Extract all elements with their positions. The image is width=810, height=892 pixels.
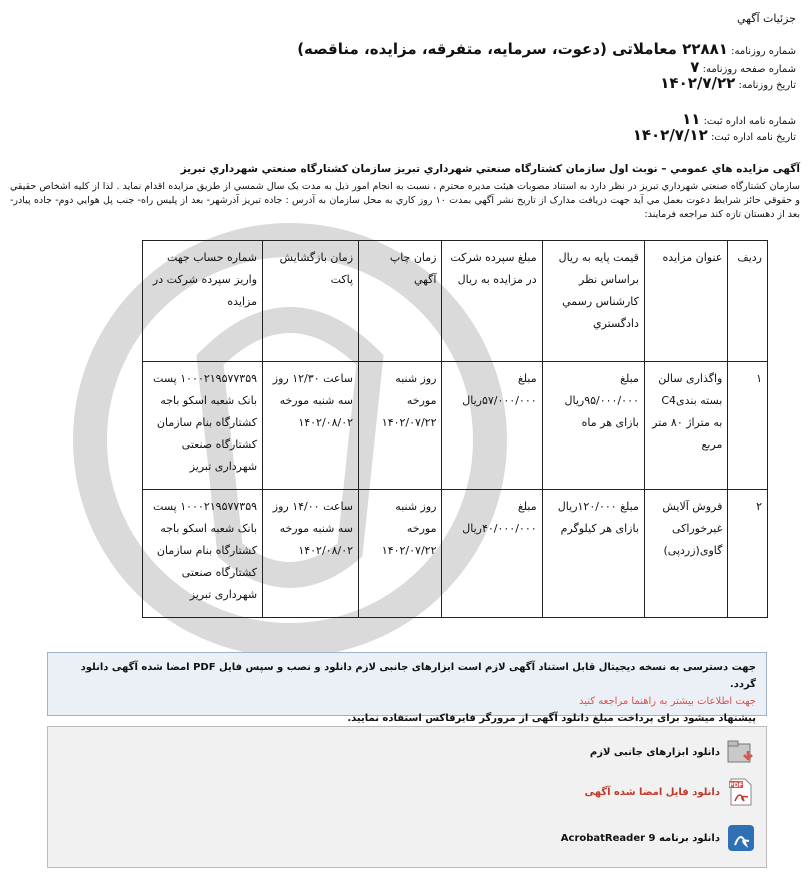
info-box	[47, 652, 767, 724]
download-tools-link[interactable]	[590, 737, 756, 767]
download-tools-label: دانلود ابزارهای جانبی لازم	[589, 746, 720, 758]
table-cell: مبلغ ۹۵/۰۰۰/۰۰۰ریال بازای هر ماه	[542, 362, 644, 490]
registry-letter-value: ۱۱	[682, 110, 701, 128]
newspaper-number-label: شماره روزنامه:	[731, 46, 796, 57]
page-title: جزئيات آگهي	[737, 12, 796, 25]
col-header-account: شماره حساب جهت واريز سپرده شرکت در مزايده	[143, 241, 263, 362]
registry-date-label: تاريخ نامه اداره ثبت:	[710, 132, 796, 143]
registry-date-value: ۱۴۰۲/۷/۱۲	[632, 126, 708, 144]
download-acrobat-label: دانلود برنامه AcrobatReader 9	[560, 832, 720, 844]
folder-download-icon	[726, 737, 756, 767]
registry-date	[633, 126, 796, 144]
col-header-row-number: رديف	[728, 241, 768, 362]
table-row	[143, 490, 768, 618]
table-cell: روز شنبه مورخه ۱۴۰۲/۰۷/۲۲	[359, 490, 442, 618]
table-cell: واگذاری سالن بسته بندیC4 به متراژ ۸۰ متر مربع	[644, 362, 727, 490]
help-link[interactable]: جهت اطلاعات بيشتر به راهنما مراجعه کنيد	[578, 696, 756, 707]
col-header-title: عنوان مزايده	[644, 241, 727, 362]
col-header-opening-time: زمان بازگشايش پاکت	[263, 241, 359, 362]
newspaper-number-value: ۲۲۸۸۱ معاملاتی (دعوت، سرمایه، متفرقه، مزایده، مناقصه)	[297, 40, 728, 58]
download-signed-pdf-link[interactable]	[585, 777, 756, 807]
info-line-3: پيشنهاد ميشود برای پرداخت مبلغ دانلود آگهی از مرورگر فايرفاکس استفاده نماييد.	[347, 713, 756, 724]
table-cell: ۱	[728, 362, 768, 490]
col-header-print-date: زمان چاپ آگهي	[359, 241, 442, 362]
newspaper-date	[660, 74, 796, 92]
ad-title: آگهی مزایده هاي عمومي – نوبت اول سازمان کشتارگاه صنعتي شهرداري تبريز سازمان کشتارگاه صنعتي شهرداري تبريز	[180, 163, 800, 175]
page-number-value: ۷	[690, 58, 700, 76]
table-cell: ۱۰۰۰۲۱۹۵۷۷۳۵۹ پست بانک شعبه اسکو باجه کشتارگاه بنام سازمان کشتارگاه صنعتی شهرداری تبریز	[143, 490, 263, 618]
table-cell: مبلغ ۱۲۰/۰۰۰ریال بازای هر کیلوگرم	[542, 490, 644, 618]
ad-body: سازمان کشتارگاه صنعتي شهرداري تبريز در نظر دارد به استناد مصوبات هيئت مديره محترم ، نسبت به انجام امور ذيل به مدت يک سال شمسي از طريق مزايده اقدام نمايد . لذا از کليه اشخاص حقيقي و حقوقي حائز شرايط دعوت بعمل مي آيد جهت دريافت مدارک از تاريخ نشر آگهي بمدت ۱۰ روز کاري به محل سازمان به آدرس : جاده تبريز آذرشهر- بعد از پليس راه- جنب پل هوايي دوم- جاده پيادر- بعد از دهستان تازه کند مراجعه فرمايند:	[10, 181, 800, 220]
download-signed-pdf-label: دانلود فايل امضا شده آگهی	[584, 786, 720, 798]
col-header-deposit: مبلغ سپرده شرکت در مزايده به ريال	[442, 241, 542, 362]
registry-letter-label: شماره نامه اداره ثبت:	[703, 116, 796, 127]
table-cell: ساعت ۱۴/۰۰ روز سه شنبه مورخه ۱۴۰۲/۰۸/۰۲	[263, 490, 359, 618]
downloads-panel	[47, 726, 767, 868]
table-cell: ساعت ۱۲/۳۰ روز سه شنبه مورخه ۱۴۰۲/۰۸/۰۲	[263, 362, 359, 490]
auction-table	[142, 240, 768, 618]
table-cell: مبلغ ۴۰/۰۰۰/۰۰۰ریال	[442, 490, 542, 618]
info-line-1: جهت دسترسی به نسخه ديجيتال قابل استناد آگهی لازم است ابزارهای جانبی لازم دانلود و نصب و سپس فايل PDF امضا شده آگهی دانلود گردد.	[80, 662, 756, 690]
newspaper-number	[297, 40, 796, 58]
table-cell: فروش آلایش غیرخوراکی گاوی(زردپی)	[644, 490, 727, 618]
table-cell: ۱۰۰۰۲۱۹۵۷۷۳۵۹ پست بانک شعبه اسکو باجه کشتارگاه بنام سازمان کشتارگاه صنعتی شهرداری تبریز	[143, 362, 263, 490]
acrobat-reader-icon	[726, 823, 756, 853]
col-header-base-price: قيمت پايه به ريال براساس نظر کارشناس رسمي دادگستري	[542, 241, 644, 362]
newspaper-date-label: تاريخ روزنامه:	[738, 80, 796, 91]
table-cell: مبلغ ۵۷/۰۰۰/۰۰۰ریال	[442, 362, 542, 490]
table-cell: روز شنبه مورخه ۱۴۰۲/۰۷/۲۲	[359, 362, 442, 490]
table-cell: ۲	[728, 490, 768, 618]
pdf-file-icon	[726, 777, 756, 807]
table-header-row	[143, 241, 768, 362]
page-number-label: شماره صفحه روزنامه:	[702, 64, 796, 75]
newspaper-date-value: ۱۴۰۲/۷/۲۲	[660, 74, 736, 92]
svg-text:PDF: PDF	[729, 782, 743, 789]
download-acrobat-link[interactable]	[561, 823, 756, 853]
table-row	[143, 362, 768, 490]
